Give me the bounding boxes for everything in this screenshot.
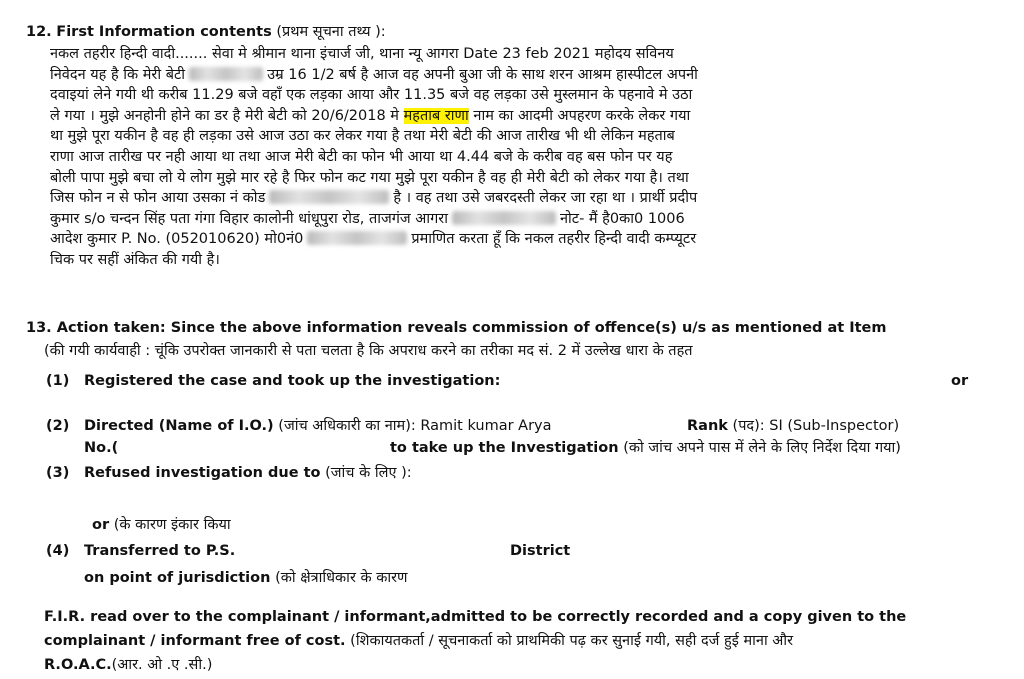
line-text: बोली पापा मुझे बचा लो ये लोग मुझे मार रहे है फिर फोन कट गया मुझे पूरा यकीन है वह ही मेरी बेटी को लेकर गया है। तथा (50, 169, 689, 186)
district-label: District (510, 543, 571, 559)
refused-hindi: (जांच के लिए ): (325, 465, 412, 481)
paragraph-line (50, 44, 950, 65)
section-13-number: 13. (26, 320, 52, 336)
section-13-title: Action taken: Since the above information reveals commission of offence(s) u/s as mentioned at Item (56, 320, 887, 336)
refused-text: Refused investigation due to (84, 465, 321, 481)
line-text: प्रमाणित करता हूँ कि नकल तहरीर हिन्दी वादी कम्प्यूटर (411, 231, 697, 248)
item-1-text: Registered the case and took up the investigation: (84, 373, 501, 389)
redacted-phone (269, 190, 389, 204)
line-text: उम्र 16 1/2 बर्ष है आज वह अपनी बुआ जी के साथ शरन आश्रम हास्पीटल अपनी (267, 66, 698, 83)
no-label: No.( (84, 440, 119, 456)
paragraph-line (50, 106, 950, 127)
takeup-text: to take up the Investigation (390, 440, 619, 456)
line-text: आदेश कुमार P. No. (052010620) मो0नं0 (50, 231, 304, 248)
paragraph-line (50, 209, 950, 230)
line-text: था मुझे पूरा यकीन है वह ही लड़का उसे आज उठा कर लेकर गया है तथा मेरी बेटी की आज तारीख भी थी लेकिन महताब (50, 128, 675, 145)
line-text: राणा आज तारीख पर नही आया था तथा आज मेरी बेटी का फोन भी आया था 4.44 बजे के करीब वह बस फोन पर यह (50, 148, 673, 165)
line-text: नोट- मैं है0का0 1006 (559, 210, 685, 227)
first-information-paragraph (50, 44, 950, 271)
paragraph-line (50, 168, 950, 189)
io-label-hindi: (जांच अधिकारी का नाम): (278, 418, 416, 434)
jurisdiction-text: on point of jurisdiction (84, 570, 271, 586)
transferred-text: Transferred to P.S. (84, 543, 236, 559)
item-3-line (84, 463, 412, 483)
footer-line-1: F.I.R. read over to the complainant / informant,admitted to be correctly recorded and a copy given to the (44, 609, 907, 625)
item-3-number: (3) (46, 465, 70, 481)
refused-reason-hindi: (के कारण इंकार किया (113, 517, 231, 533)
line-text: निवेदन यह है कि मेरी बेटी (50, 66, 186, 83)
section-12-title: First Information contents (56, 24, 272, 40)
takeup-line (390, 438, 901, 458)
section-12-number: 12. (26, 24, 52, 40)
item-4-number: (4) (46, 543, 70, 559)
redacted-name (189, 67, 263, 81)
item-3-or-line (92, 515, 231, 535)
footer-line-3 (44, 655, 212, 675)
paragraph-line (50, 85, 950, 106)
section-13-heading (26, 318, 887, 338)
paragraph-line (50, 188, 950, 209)
line-text: ले गया । मुझे अनहोनी होने का डर है मेरी बेटी को 20/6/2018 मे (50, 107, 399, 124)
line-text: कुमार s/o चन्दन सिंह पता गंगा विहार कालोनी धांधूपुरा रोड, ताजगंज आगरा (50, 210, 448, 227)
jurisdiction-line (84, 568, 408, 588)
paragraph-line (50, 250, 950, 271)
rank-label: Rank (687, 418, 728, 434)
paragraph-line (50, 126, 950, 147)
redacted-address (452, 211, 556, 225)
line-text: नाम का आदमी अपहरण करके लेकर गया (473, 107, 691, 124)
item-1-number: (1) (46, 373, 70, 389)
refused-or: or (92, 517, 110, 533)
item-1-or: or (951, 373, 969, 389)
item-2-number: (2) (46, 418, 70, 434)
line-text: चिक पर सहीं अंकित की गयी है। (50, 251, 220, 268)
footer-line-2-english: complainant / informant free of cost. (44, 633, 346, 649)
paragraph-line (50, 65, 950, 86)
section-13-title-hindi: (की गयी कार्यवाही : चूंकि उपरोक्त जानकारी से पता चलता है कि अपराध करने का तरीका मद सं. 2 में उल्लेख धारा के तहत (44, 343, 693, 359)
rank-value: SI (Sub-Inspector) (769, 418, 900, 434)
line-text: है । वह तथा उसे जबरदस्ती लेकर जा रहा था । प्रार्थी प्रदीप (393, 190, 698, 207)
highlighted-name: महताब राणा (403, 107, 469, 124)
roac-hindi: (आर. ओ .ए .सी.) (111, 657, 213, 673)
item-2-line (84, 416, 552, 436)
line-text: जिस फोन न से फोन आया उसका नं कोड (50, 190, 266, 207)
paragraph-line (50, 229, 950, 250)
takeup-hindi: (को जांच अपने पास में लेने के लिए निर्देश दिया गया) (623, 440, 901, 456)
line-text: दवाइयां लेने गयी थी करीब 11.29 बजे वहाँ एक लड़का आया और 11.35 बजे वह लड़का उसे मुस्लमान के पहनावे मे उठा (50, 87, 693, 104)
line-text: नकल तहरीर हिन्दी वादी....... सेवा मे श्रीमान थाना इंचार्ज जी, थाना न्यू आगरा Date 23 feb 2021 महोदय सविनय (50, 46, 674, 62)
rank-field (687, 416, 899, 436)
roac-label: R.O.A.C. (44, 657, 112, 673)
footer-line-2-hindi: (शिकायतकर्ता / सूचनाकर्ता को प्राथमिकी पढ़ कर सुनाई गयी, सही दर्ज हुई माना और (350, 633, 794, 649)
redacted-mobile (307, 231, 407, 245)
footer-line-2 (44, 631, 793, 651)
io-name: Ramit kumar Arya (420, 418, 552, 434)
section-12-title-hindi: (प्रथम सूचना तथ्य ): (276, 24, 386, 40)
io-label: Directed (Name of I.O.) (84, 418, 274, 434)
section-12-heading (26, 22, 386, 42)
rank-label-hindi: (पद): (732, 418, 765, 434)
paragraph-line (50, 147, 950, 168)
jurisdiction-hindi: (को क्षेत्राधिकार के कारण (275, 570, 408, 586)
